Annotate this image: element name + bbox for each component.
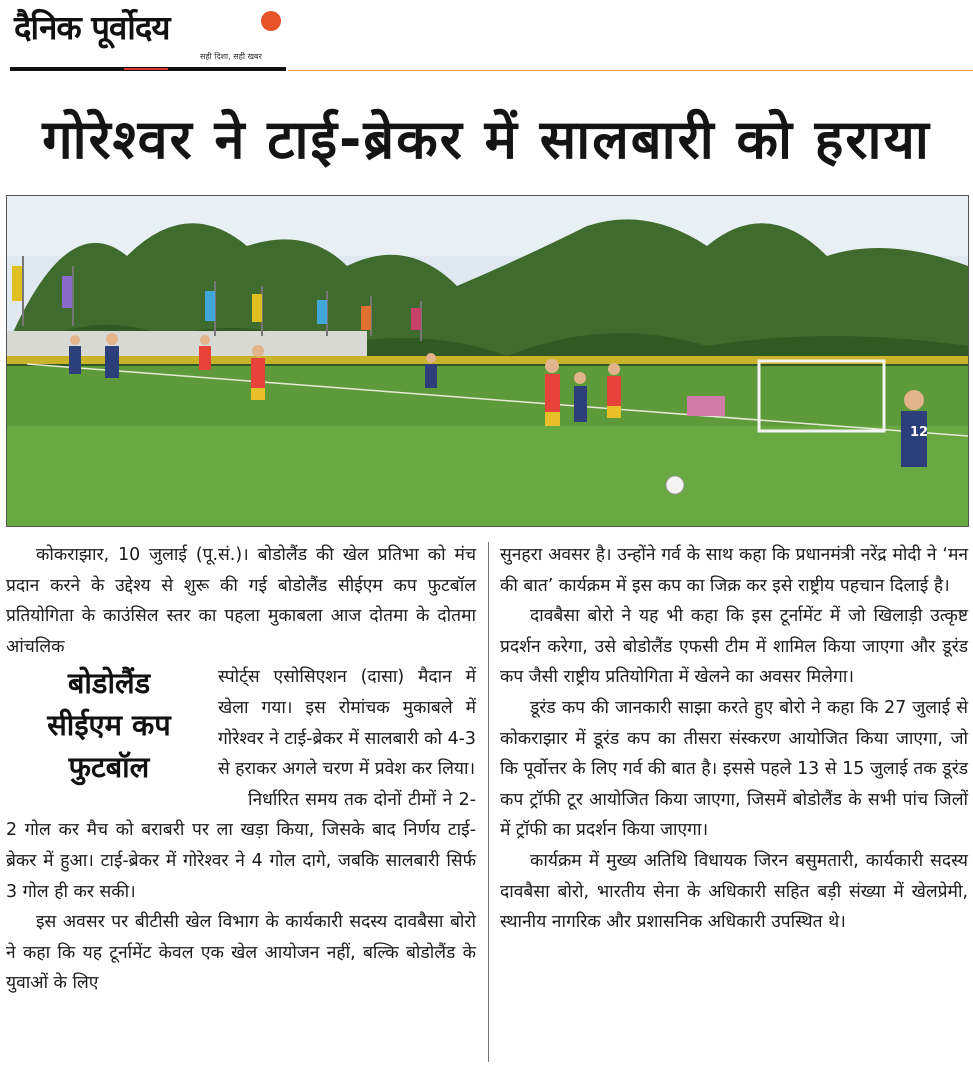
logo-dot-icon (261, 11, 281, 31)
paragraph-intro-b (6, 662, 476, 784)
article-headline: गोरेश्वर ने टाई-ब्रेकर में सालबारी को हराया (42, 108, 931, 171)
paragraph-quote: इस अवसर पर बीटीसी खेल विभाग के कार्यकारी सदस्य दावबैसा बोरो ने कहा कि यह टूर्नामेंट केवल एक खेल आयोजन नहीं, बल्कि बोडोलैंड के युवाओं के लिए (6, 912, 476, 994)
paragraph-continuation: सुनहरा अवसर है। उन्होंने गर्व के साथ कहा कि प्रधानमंत्री नरेंद्र मोदी ने ‘मन की बात’ कार्यक्रम में इस कप का जिक्र कर इसे राष्ट्रीय पहचान दिलाई है। (500, 545, 968, 596)
newspaper-logo: दैनिक पूर्वोदय (14, 8, 170, 47)
paragraph-intro-a (6, 540, 476, 662)
header-rule (288, 70, 973, 71)
jersey-number: 12 (910, 425, 929, 440)
logo-accent-line (124, 68, 168, 70)
side-label-line1: बोडोलैंड (67, 666, 151, 701)
masthead (0, 0, 973, 76)
intro-text-b: स्पोर्ट्स एसोसिएशन (दासा) मैदान में खेला गया। इस रोमांचक मुकाबले में गोरेश्वर ने टाई-ब्रेकर में सालबारी को 4-3 से हराकर अगले चरण में प्रवेश कर लिया। (218, 667, 476, 780)
side-label-line3: फुटबॉल (68, 750, 150, 785)
side-label-box (6, 662, 212, 790)
paragraph-guests: कार्यक्रम में मुख्य अतिथि विधायक जिरन बसुमतारी, कार्यकारी सदस्य दावबैसा बोरो, भारतीय सेना के अधिकारी सहित बड़ी संख्या में खेलप्रेमी, स्थानीय नागरिक और प्रशासनिक अधिकारी उपस्थित थे। (500, 850, 968, 933)
paragraph-score: निर्धारित समय तक दोनों टीमों ने 2-2 गोल कर मैच को बराबरी पर ला खड़ा किया, जिसके बाद निर्णय टाई-ब्रेकर में हुआ। टाई-ब्रेकर में गोरेश्वर ने 4 गोल दागे, जबकि सालबारी सिर्फ 3 गोल ही कर सकी। (6, 789, 476, 902)
paragraph-durand-cup: डूरंड कप की जानकारी साझा करते हुए बोरो ने कहा कि 27 जुलाई से कोकराझार में डूरंड कप का तीसरा संस्करण आयोजित किया जाएगा, जो कि पूर्वोत्तर के लिए गर्व की बात है। इससे पहले 13 से 15 जुलाई तक डूरंड कप ट्रॉफी टूर आयोजित किया जाएगा, जिसमें बोडोलैंड के सभी पांच जिलों में ट्रॉफी का प्रदर्शन किया जाएगा। (500, 697, 968, 841)
article-right-column (500, 540, 968, 938)
paragraph-selection: दावबैसा बोरो ने यह भी कहा कि इस टूर्नामेंट में जो खिलाड़ी उत्कृष्ट प्रदर्शन करेगा, उसे बोडोलैंड एफसी टीम में शामिल किया जाएगा और डूरंड कप जैसी राष्ट्रीय प्रतियोगिता में खेलने का अवसर मिलेगा। (500, 606, 968, 688)
intro-text-a: कोकराझार, 10 जुलाई (पू.सं.)। बोडोलैंड की खेल प्रतिभा को मंच प्रदान करने के उद्देश्य से शुरू की गई बोडोलैंड सीईएम कप फुटबॉल प्रतियोगिता के काउंसिल स्तर का पहला मुकाबला आज दोतमा के दोतमा आंचलिक (6, 545, 476, 657)
side-label-line2: सीईएम कप (47, 708, 171, 743)
article-left-column (6, 540, 476, 999)
logo-tagline: सही दिशा, सही खबर (200, 52, 262, 61)
column-divider (488, 542, 489, 1062)
football-match-photo (6, 195, 969, 527)
